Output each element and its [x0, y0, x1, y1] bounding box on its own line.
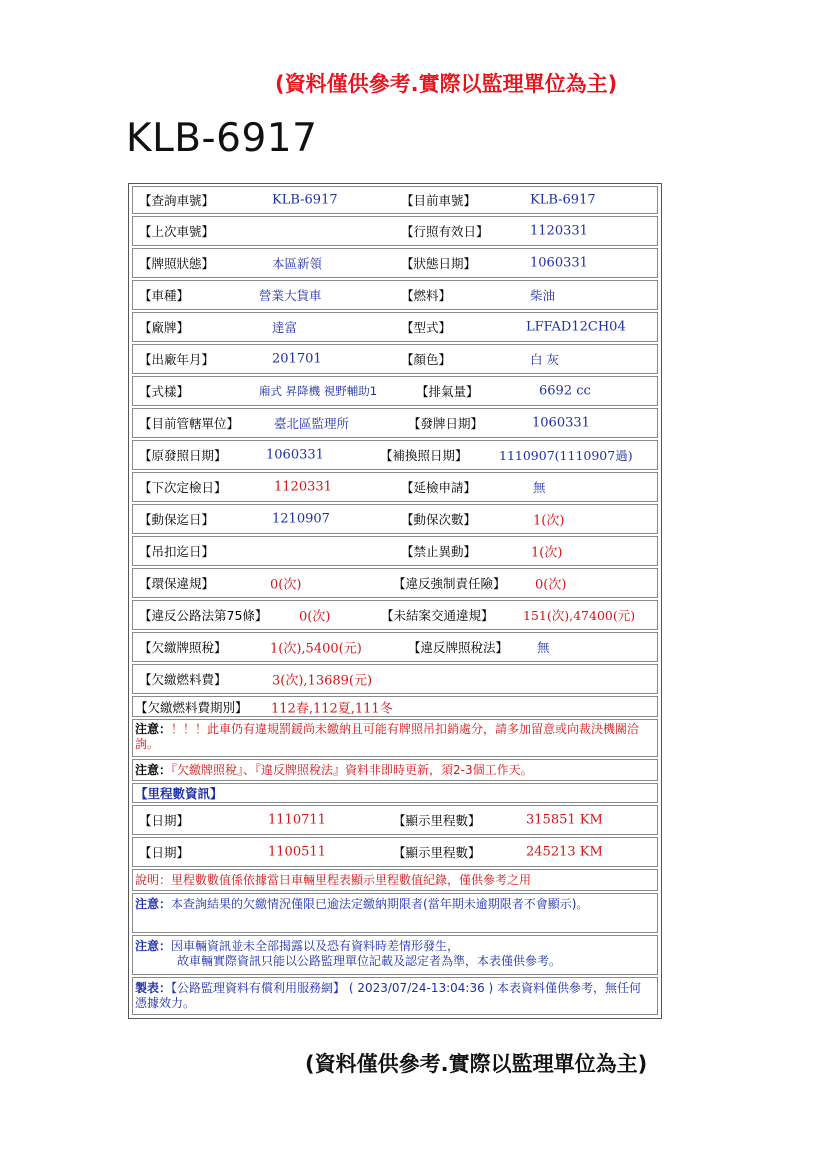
- value-chattel-expiry: 1210907: [272, 511, 330, 527]
- label-fuel: 【燃料】: [401, 288, 452, 303]
- label-current-plate: 【目前車號】: [401, 193, 477, 208]
- explanation-text: 說明：里程數數值係依據當日車輛里程表顯示里程數值紀錄，僅供參考之用: [135, 873, 532, 887]
- table-row: [132, 837, 658, 867]
- note-text: 本查詢結果的欠繳情況僅限已逾法定繳納期限者(當年期未逾期限者不會顯示)。: [171, 897, 589, 911]
- table-row: [132, 280, 658, 310]
- value-model: LFFAD12CH04: [526, 319, 626, 335]
- arrears-scope-note: [132, 893, 658, 933]
- label-license-tax-violation: 【違反牌照稅法】: [408, 640, 509, 655]
- value-plate-status: 本區新領: [272, 256, 323, 271]
- label-original-license-date: 【原發照日期】: [139, 448, 227, 463]
- value-license-tax-violation: 無: [537, 640, 550, 655]
- value-inspection-delay: 無: [533, 480, 546, 495]
- value-transfer-ban: 1(次): [531, 545, 563, 561]
- table-row: [132, 344, 658, 374]
- value-jurisdiction: 臺北區監理所: [274, 416, 350, 431]
- value-current-plate: KLB-6917: [530, 192, 596, 208]
- value-license-valid-date: 1120331: [530, 223, 588, 239]
- label-transfer-ban: 【禁止異動】: [401, 544, 477, 559]
- label-plate-status: 【牌照狀態】: [139, 256, 215, 271]
- label-jurisdiction: 【目前管轄單位】: [139, 416, 240, 431]
- table-row: [132, 216, 658, 246]
- label-fuel-fee-period: 【欠繳燃料費期別】: [135, 699, 248, 715]
- label-highway-act-75: 【違反公路法第75條】: [139, 608, 268, 623]
- value-color: 白 灰: [530, 352, 559, 367]
- table-row: [132, 632, 658, 662]
- label-brand: 【廠牌】: [139, 320, 190, 335]
- producer-label: 製表：: [135, 981, 172, 995]
- label-status-date: 【狀態日期】: [401, 256, 477, 271]
- mileage-header-title: 【里程數資訊】: [135, 786, 223, 801]
- producer-note: [132, 977, 658, 1015]
- table-row: [132, 440, 658, 470]
- label-previous-plate: 【上次車號】: [139, 224, 215, 239]
- value-original-license-date: 1060331: [266, 447, 324, 463]
- note-label: 注意：: [135, 763, 172, 777]
- label-displacement: 【排氣量】: [416, 384, 479, 399]
- value-displacement: 6692 cc: [539, 383, 591, 399]
- table-row: [132, 504, 658, 534]
- data-accuracy-note: [132, 935, 658, 975]
- label-compulsory-insurance: 【違反強制責任險】: [393, 576, 506, 591]
- value-issue-date: 1060331: [532, 415, 590, 431]
- label-mileage-date: 【日期】: [139, 813, 190, 828]
- table-row: [132, 568, 658, 598]
- update-delay-note: [132, 759, 658, 781]
- mileage-section-header: [132, 783, 658, 803]
- note-label: 注意：: [135, 897, 172, 911]
- table-row: [132, 536, 658, 566]
- plate-number: KLB-6917: [126, 116, 318, 161]
- label-chattel-expiry: 【動保迄日】: [139, 512, 215, 527]
- label-body-style: 【式樣】: [139, 384, 190, 399]
- value-unpaid-license-tax: 1(次),5400(元): [270, 641, 362, 657]
- note-text-line2: 故車輛實際資訊只能以公路監理單位記載及認定者為準，本表僅供參考。: [177, 954, 562, 968]
- value-fuel: 柴油: [530, 288, 556, 303]
- value-query-plate: KLB-6917: [272, 192, 338, 208]
- value-mileage-date: 1110711: [268, 812, 326, 828]
- note-label: 注意：: [135, 939, 172, 953]
- value-highway-act-75: 0(次): [299, 609, 331, 625]
- mileage-explanation: [132, 869, 658, 891]
- value-environmental-violation: 0(次): [270, 577, 302, 593]
- value-mileage-date: 1100511: [268, 844, 326, 860]
- value-body-style: 廂式 昇降機 視野輔助1: [259, 384, 378, 398]
- value-vehicle-type: 營業大貨車: [259, 288, 322, 303]
- table-row: [132, 312, 658, 342]
- value-next-inspection: 1120331: [274, 479, 332, 495]
- label-next-inspection: 【下次定檢日】: [139, 480, 227, 495]
- label-color: 【顏色】: [401, 352, 452, 367]
- label-license-valid-date: 【行照有效日】: [401, 224, 489, 239]
- value-unsettled-violations: 151(次),47400(元): [523, 608, 636, 623]
- note-text-line1: 因車輛資訊並未全部揭露以及恐有資料時差情形發生，: [171, 939, 460, 953]
- value-mileage-reading: 315851 KM: [526, 812, 603, 828]
- table-row: [132, 472, 658, 502]
- producer-text: 【公路監理資料有償利用服務網】 ( 2023/07/24-13:04:36 ) 本表資料僅供參考，無任何憑據效力。: [135, 981, 642, 1010]
- value-mileage-reading: 245213 KM: [526, 844, 603, 860]
- note-text: 『欠繳牌照稅』、『違反牌照稅法』資料非即時更新，須2-3個工作天。: [171, 763, 533, 777]
- value-unpaid-fuel-fee: 3(次),13689(元): [272, 673, 373, 689]
- table-row: [132, 805, 658, 835]
- label-mileage-reading: 【顯示里程數】: [393, 845, 481, 860]
- label-unsettled-violations: 【未結案交通違規】: [381, 608, 494, 623]
- note-text: ！！！此車仍有違規罰鍰尚未繳納且可能有牌照吊扣銷處分，請多加留意或向裁決機關洽詢。: [135, 722, 640, 751]
- value-status-date: 1060331: [530, 255, 588, 271]
- table-row: [132, 248, 658, 278]
- label-suspension-expiry: 【吊扣迄日】: [139, 544, 215, 559]
- label-chattel-count: 【動保次數】: [401, 512, 477, 527]
- label-unpaid-fuel-fee: 【欠繳燃料費】: [139, 672, 227, 687]
- label-mileage-reading: 【顯示里程數】: [393, 813, 481, 828]
- label-vehicle-type: 【車種】: [139, 288, 190, 303]
- table-row: [132, 408, 658, 438]
- label-mileage-date: 【日期】: [139, 845, 190, 860]
- disclaimer-top: (資料僅供參考.實際以監理單位為主): [275, 72, 618, 96]
- label-model: 【型式】: [401, 320, 452, 335]
- table-row: [132, 376, 658, 406]
- label-inspection-delay: 【延檢申請】: [401, 480, 477, 495]
- table-row: [132, 600, 658, 630]
- label-issue-date: 【發牌日期】: [408, 416, 484, 431]
- label-unpaid-license-tax: 【欠繳牌照稅】: [139, 640, 227, 655]
- label-query-plate: 【查詢車號】: [139, 193, 215, 208]
- note-label: 注意：: [135, 722, 172, 736]
- value-compulsory-insurance: 0(次): [535, 577, 567, 593]
- table-row: [132, 664, 658, 694]
- value-reissue-date: 1110907(1110907過): [499, 448, 633, 463]
- value-brand: 達富: [272, 320, 298, 335]
- table-row: [132, 186, 658, 214]
- table-row: [132, 696, 658, 717]
- value-manufacture-date: 201701: [272, 351, 322, 367]
- label-environmental-violation: 【環保違規】: [139, 576, 215, 591]
- value-fuel-fee-period: 112春,112夏,111冬: [271, 701, 393, 716]
- label-manufacture-date: 【出廠年月】: [139, 352, 215, 367]
- vehicle-report-table: [128, 183, 662, 1019]
- warning-note: [132, 719, 658, 757]
- label-reissue-date: 【補換照日期】: [380, 448, 468, 463]
- value-chattel-count: 1(次): [533, 513, 565, 529]
- disclaimer-bottom: (資料僅供參考.實際以監理單位為主): [305, 1052, 648, 1076]
